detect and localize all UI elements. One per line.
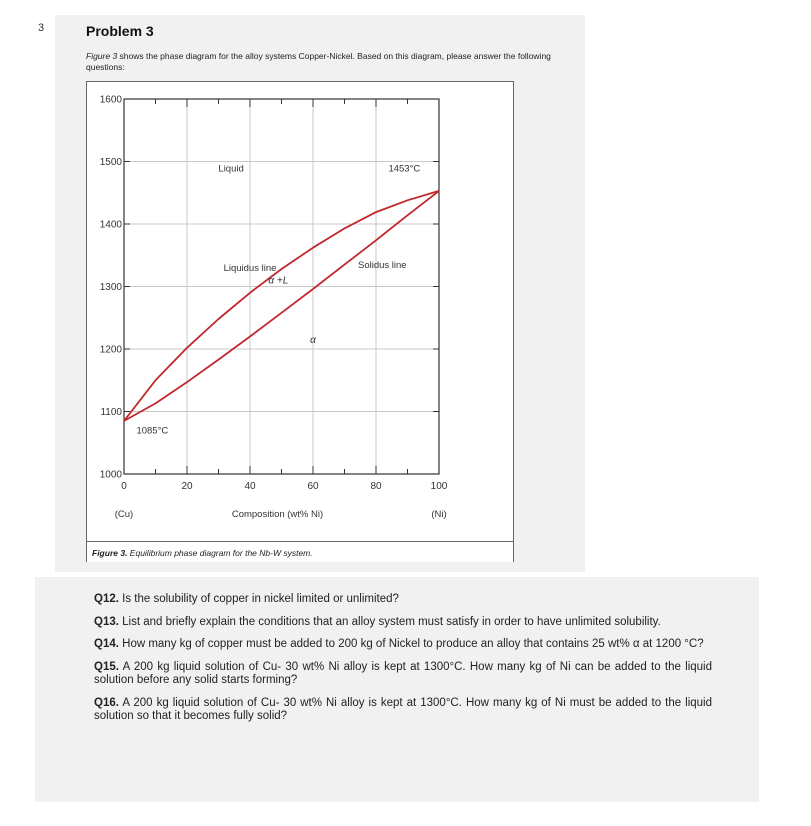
y-tick-label: 1400	[99, 219, 122, 231]
figure-reference: Figure 3	[86, 51, 118, 61]
question-number: Q15.	[94, 660, 119, 673]
x-end-label-cu: (Cu)	[114, 509, 134, 520]
y-tick-label: 1200	[99, 344, 122, 356]
solidus-line-curve	[124, 191, 439, 421]
chart-annotation: 1453°C	[388, 163, 421, 175]
question-text: How many kg of copper must be added to 200 kg of Nickel to produce an alloy that contains 25 wt% α at 1200 °C?	[118, 638, 704, 650]
intro-text: shows the phase diagram for the alloy systems Copper-Nickel. Based on this diagram, please answer the following questions:	[86, 51, 551, 72]
y-tick-label: 1300	[99, 282, 122, 293]
chart-annotation: Liquid	[218, 163, 244, 175]
x-end-label-ni: (Ni)	[431, 509, 447, 520]
problem-intro	[86, 51, 576, 72]
figure-caption	[92, 548, 313, 558]
chart-annotation: 1085°C	[136, 425, 169, 437]
y-tick-label: 1600	[99, 94, 122, 106]
questions-panel	[35, 577, 759, 802]
x-tick-label: 0	[121, 481, 127, 492]
problem-panel	[55, 15, 585, 572]
caption-text: Equilibrium phase diagram for the Nb-W system.	[127, 548, 313, 558]
liquidus-line-curve	[124, 191, 439, 421]
question-text: List and briefly explain the conditions that an alloy system must satisfy in order to have unlimited solubility.	[118, 615, 661, 628]
question-number: Q13.	[94, 615, 119, 628]
y-tick-label: 1500	[99, 157, 122, 168]
question-text: A 200 kg liquid solution of Cu- 30 wt% Ni alloy is kept at 1300°C. How many kg of Ni can be added to the liquid solution before any solid starts forming?	[94, 660, 712, 686]
question-q15	[94, 661, 712, 688]
phase-diagram-chart	[87, 82, 513, 541]
chart-annotation: α	[310, 334, 316, 346]
y-tick-label: 1100	[100, 407, 122, 418]
x-tick-label: 40	[244, 481, 256, 492]
chart-annotation: Liquidus line	[223, 262, 277, 274]
x-tick-label: 60	[307, 481, 319, 492]
question-q12	[94, 593, 712, 607]
caption-label: Figure 3.	[92, 548, 128, 558]
question-number: Q14.	[94, 638, 119, 650]
chart-annotation: Solidus line	[358, 259, 407, 271]
question-text: Is the solubility of copper in nickel limited or unlimited?	[118, 593, 399, 605]
question-number: Q16.	[94, 696, 119, 709]
x-tick-label: 80	[370, 481, 382, 492]
question-q13	[94, 616, 712, 630]
x-tick-label: 20	[181, 481, 193, 492]
x-axis-label: Composition (wt% Ni)	[231, 509, 324, 520]
x-tick-label: 100	[430, 481, 448, 492]
question-text: A 200 kg liquid solution of Cu- 30 wt% Ni alloy is kept at 1300°C. How many kg of Ni must be added to the liquid solution so that it becomes fully solid?	[94, 696, 712, 722]
question-q16	[94, 697, 712, 724]
figure-box	[86, 81, 514, 562]
y-tick-label: 1000	[99, 469, 122, 481]
question-q14	[94, 638, 712, 652]
chart-annotation: α +L	[268, 275, 289, 287]
figure-caption-row	[87, 541, 513, 562]
problem-title: Problem 3	[86, 23, 154, 39]
question-list	[94, 593, 712, 733]
page-number: 3	[38, 22, 45, 34]
question-number: Q12.	[94, 593, 119, 605]
